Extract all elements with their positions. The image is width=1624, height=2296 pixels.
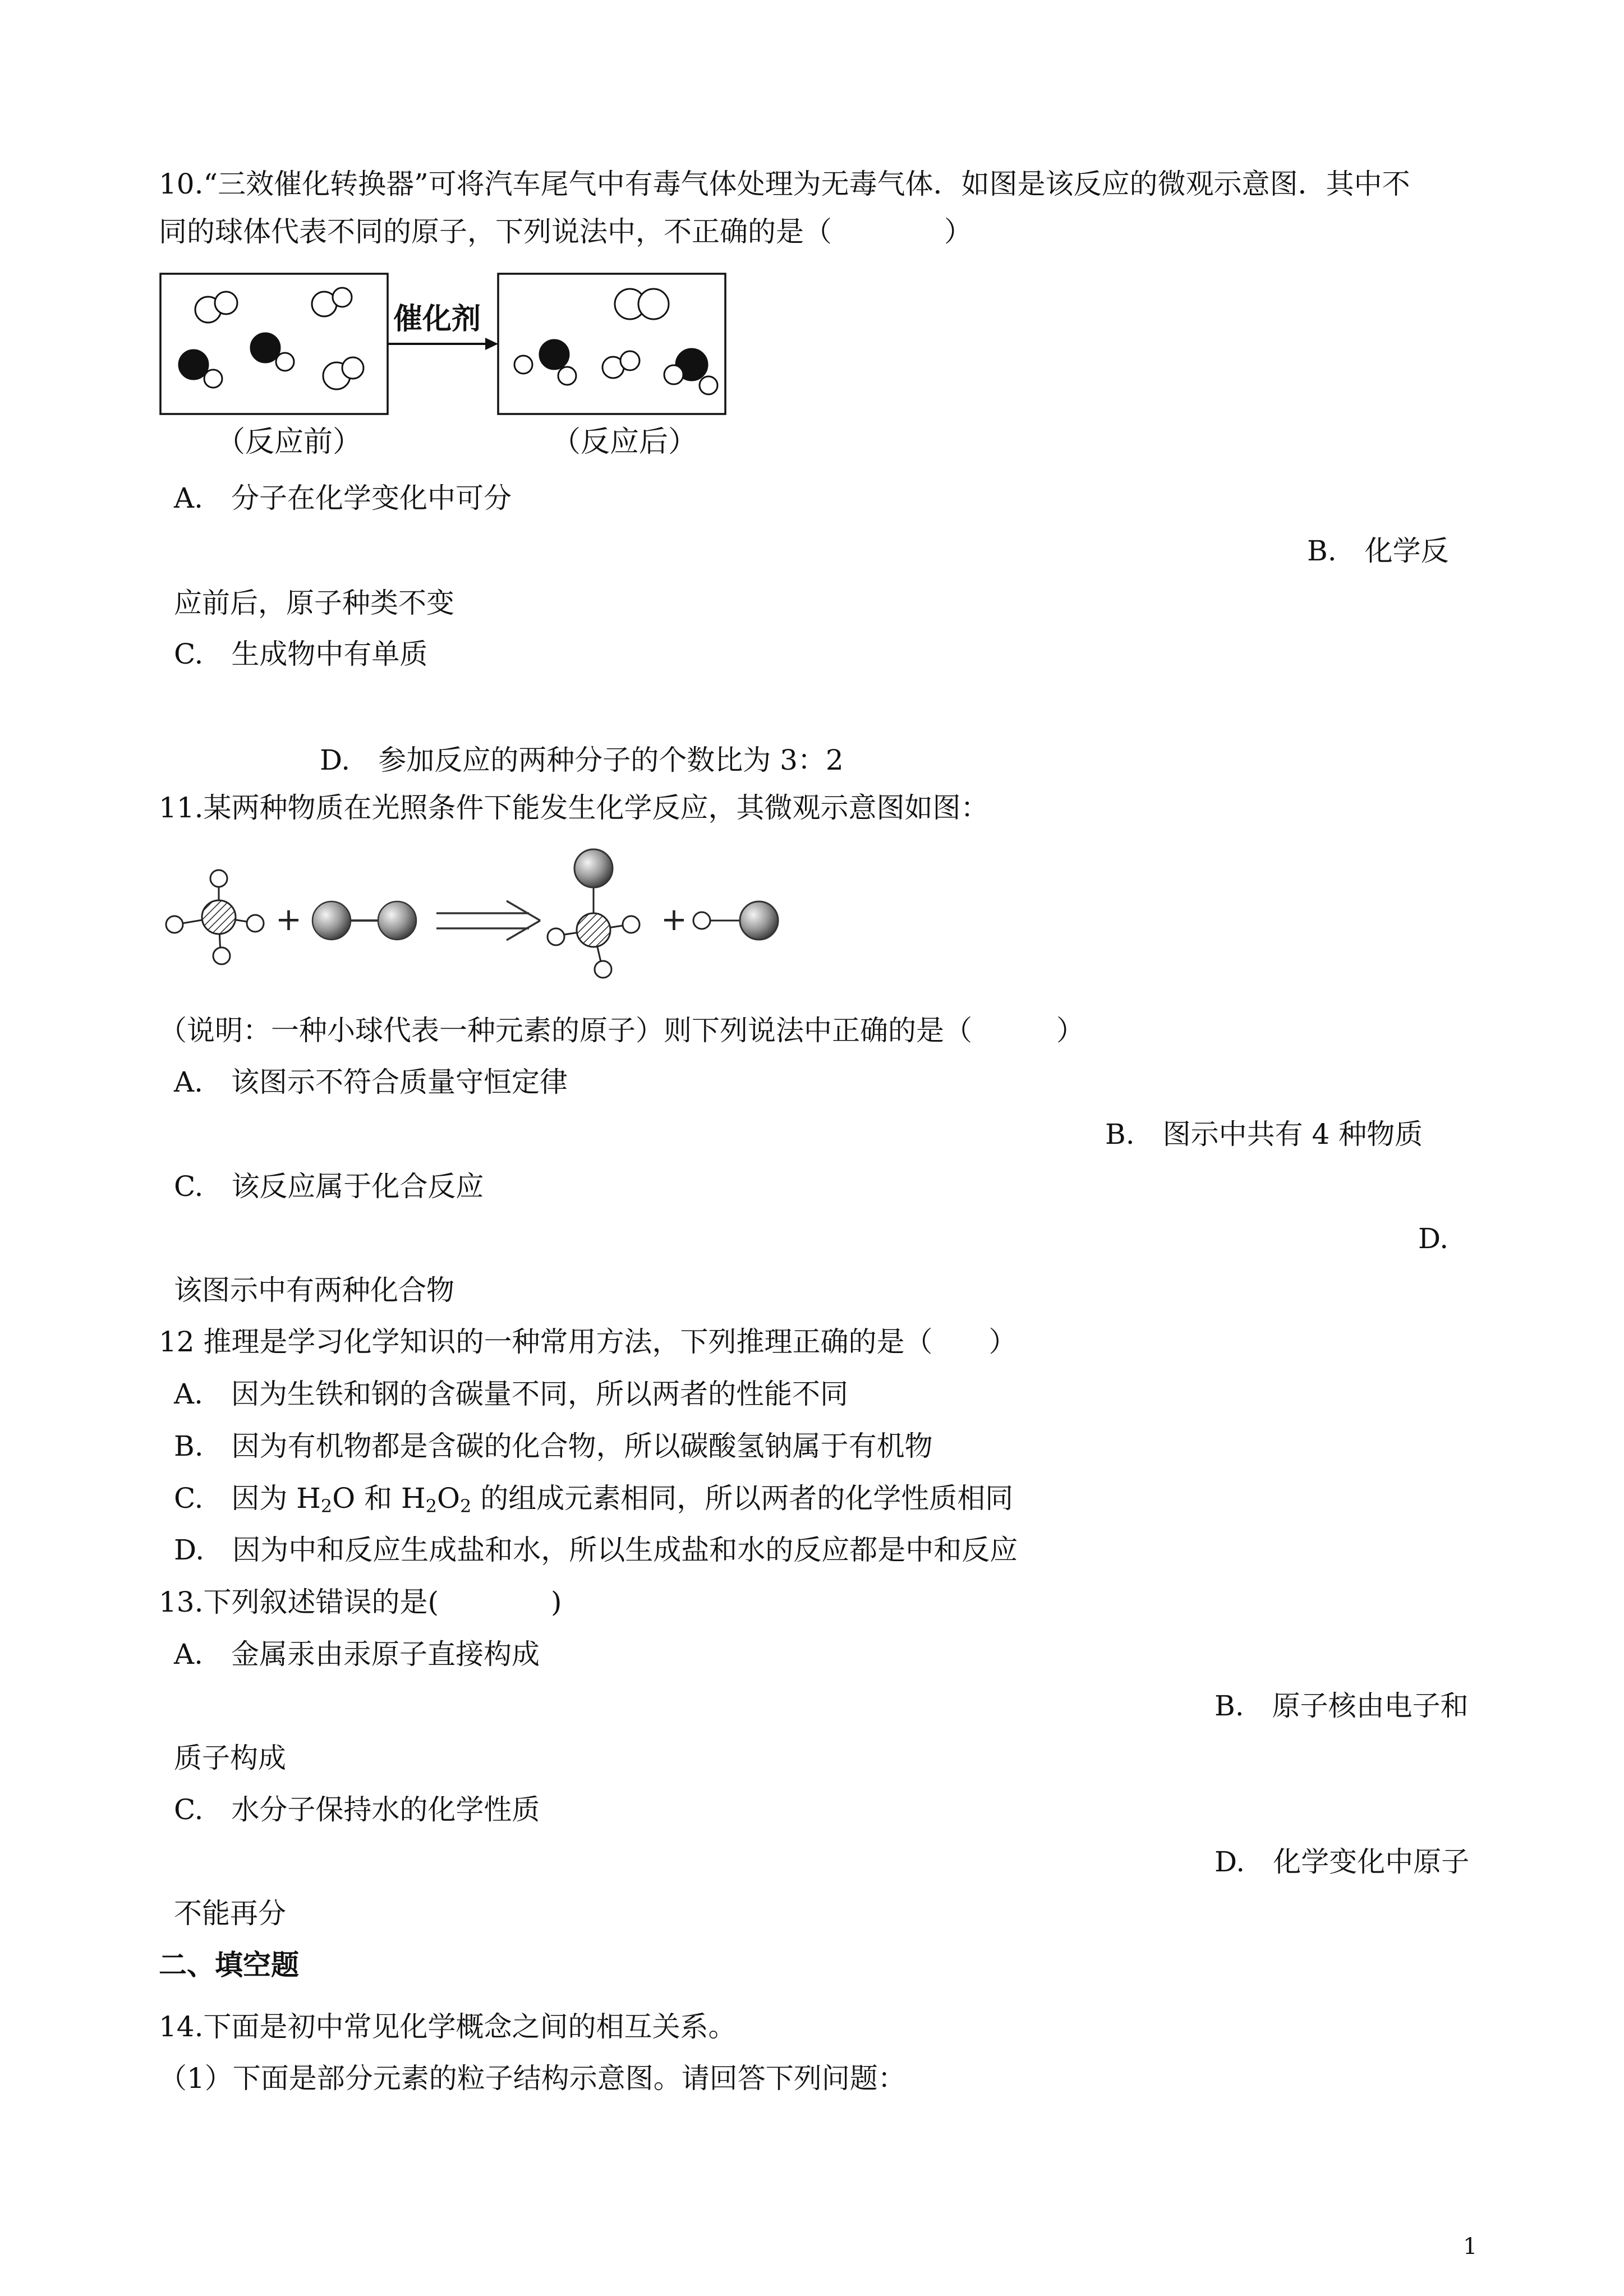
q13-option-d-part2: 不能再分 — [174, 1897, 286, 1930]
page-number: 1 — [1463, 2234, 1478, 2260]
reactant-chlorine — [312, 901, 416, 940]
q10-option-b-part1: B. 化学反 — [1307, 535, 1449, 567]
q14-subquestion-1: （1）下面是部分元素的粒子结构示意图。请回答下列问题： — [159, 2062, 906, 2095]
q12-stem: 12 推理是学习化学知识的一种常用方法，下列推理正确的是（ ） — [159, 1326, 1017, 1358]
q10-stem-line2: 同的球体代表不同的原子，下列说法中，不正确的是（ ） — [159, 215, 972, 248]
catalyst-label: 催化剂 — [393, 302, 481, 336]
q11-option-b: B. 图示中共有 4 种物质 — [1105, 1118, 1423, 1151]
q13-option-b-part1: B. 原子核由电子和 — [1214, 1690, 1469, 1722]
q14-stem: 14.下面是初中常见化学概念之间的相互关系。 — [159, 2010, 737, 2043]
before-label: （反应前） — [216, 425, 362, 459]
plus-sign-1: + — [275, 901, 302, 938]
q12-option-a: A. 因为生铁和钢的含碳量不同，所以两者的性能不同 — [174, 1378, 849, 1410]
q12-option-b: B. 因为有机物都是含碳的化合物，所以碳酸氢钠属于有机物 — [174, 1430, 933, 1462]
reactant-methane — [166, 870, 264, 964]
q10-reaction-figure — [159, 269, 748, 471]
q10-stem-line1: 10.“三效催化转换器”可将汽车尾气中有毒气体处理为无毒气体．如图是该反应的微观示意图．其中不 — [159, 168, 1410, 200]
q13-stem: 13.下列叙述错误的是( ) — [159, 1586, 562, 1618]
q11-option-a: A. 该图示不符合质量守恒定律 — [174, 1066, 568, 1098]
after-label: （反应后） — [551, 425, 698, 459]
q12-option-c: C. 因为 $H_2O$ 和 $H_2O_2$ 的组成元素相同，所以两者的化学性质相同 — [174, 1482, 1014, 1517]
section-heading: 二、填空题 — [159, 1948, 299, 1981]
q10-option-d: D. 参加反应的两种分子的个数比为 3：2 — [320, 744, 844, 776]
q13-option-d-part1: D. 化学变化中原子 — [1214, 1846, 1470, 1878]
q10-option-a: A. 分子在化学变化中可分 — [174, 482, 512, 514]
q13-option-b-part2: 质子构成 — [174, 1742, 286, 1774]
q11-option-d-label: D. — [1418, 1222, 1449, 1255]
plus-sign-2: + — [661, 901, 687, 938]
q12-option-d: D. 因为中和反应生成盐和水，所以生成盐和水的反应都是中和反应 — [174, 1534, 1018, 1566]
q10-option-b-part2: 应前后，原子种类不变 — [174, 587, 454, 619]
q10-option-c: C. 生成物中有单质 — [174, 638, 428, 670]
product-hcl — [693, 901, 778, 940]
q11-note: （说明：一种小球代表一种元素的原子）则下列说法中正确的是（ ） — [159, 1014, 1084, 1047]
q11-option-d-text: 该图示中有两种化合物 — [174, 1274, 454, 1306]
q11-stem: 11.某两种物质在光照条件下能发生化学反应，其微观示意图如图： — [159, 792, 989, 824]
after-box — [498, 274, 725, 414]
product-chloromethane — [548, 849, 640, 978]
q13-option-a: A. 金属汞由汞原子直接构成 — [174, 1638, 540, 1671]
q11-option-c: C. 该反应属于化合反应 — [174, 1170, 484, 1203]
reaction-arrow — [436, 901, 540, 940]
q13-option-c: C. 水分子保持水的化学性质 — [174, 1793, 540, 1826]
q11-reaction-figure — [159, 852, 793, 992]
